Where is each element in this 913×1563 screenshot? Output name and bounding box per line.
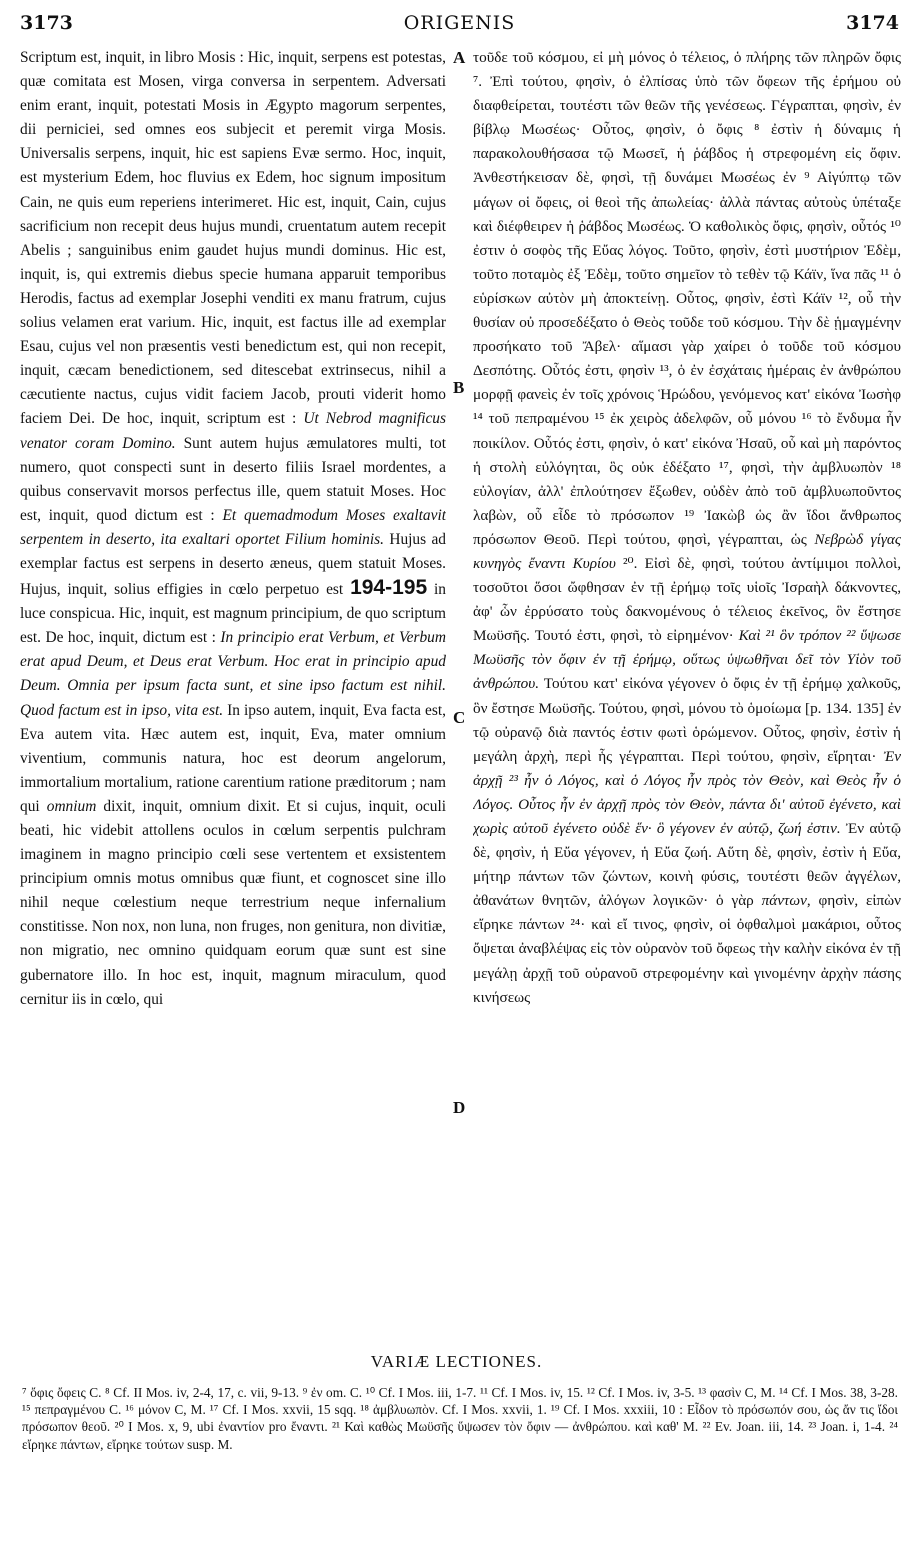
margin-letter-c: C <box>453 708 466 727</box>
variae-lectiones-title: VARIÆ LECTIONES. <box>370 1352 543 1371</box>
latin-quote: omnium <box>46 797 97 815</box>
latin-segment: dixit, inquit, omnium dixit. Et si cujus, inquit, oculi beati, hic videbit attollens oculos in cœlum serpentis pulchram imaginem in magno principio cœli sese vertentem et exsistentem principium omnis motus omnibus quæ fiunt, et cognoscet sine illo nihil neque cœlestium neque terrestrium neque infernalium constitisse. Non nox, non luna, non fruges, non genitura, non divitiæ, non migratio, nec omnino quidquam eorum quæ sunt est sine gubernatore illo. In hoc est, inquit, magnum miraculum, quod cernitur iis in cœlo, qui <box>20 797 446 1008</box>
page-number-left: 3173 <box>20 12 73 34</box>
latin-segment: Hujus ad exemplar factus est serpens in deserto æneus, quem statuit Moses. Hujus, inquit, solius effigies in cœlo perpetuo est <box>20 530 446 599</box>
running-header <box>20 12 899 38</box>
column-marker: 194-195 <box>350 576 428 600</box>
latin-quote: Et quemadmodum Moses exaltavit serpentem in deserto, ita exaltari oportet Filium hominis. <box>20 506 446 548</box>
greek-text <box>473 46 901 1010</box>
greek-quote: πάντων <box>761 892 807 910</box>
greek-segment: Τούτου κατ' εἰκόνα γέγονεν ὁ ὄφις ἐν τῇ ἐρήμῳ χαλκοῦς, ὃν ἔστησε Μωϋσῆς. Τούτου, φησὶ, μόνου τὸ ὁμοίωμα [p. 134. 135] ἐν τῷ οὐρανῷ διὰ παντός ἐστιν φωτὶ ὁρώμενον. Οὗτος, φησὶν, ἐστὶν ἡ μεγάλη ἀρχὴ, περὶ ἧς γέγραπται. Περὶ τούτου, φησὶν, εἴρηται· <box>473 675 901 765</box>
margin-letter-d: D <box>453 1098 466 1117</box>
latin-segment: Sunt autem hujus æmulatores multi, tot numero, quot conspecti sunt in deserto filiis Israel mordentes, a quibus conservavit morsos perfectus ille, quem statuit Moses. Hoc est, inquit, quod dictum est : <box>20 434 446 524</box>
latin-quote: Ut Nebrod magnificus venator coram Domino. <box>20 410 446 452</box>
greek-segment: Ἐν αὐτῷ δὲ, φησὶν, ἡ Εὔα γέγονεν, ἡ Εὔα ζωή. Αὕτη δὲ, φησὶν, ἐστὶν ἡ Εὔα, μήτηρ πάντων τῶν ζώντων, κοινὴ φύσις, τουτέστι θεῶν ἀγγέλων, ἀθανάτων θνητῶν, ἀλόγων λογικῶν· ὁ γὰρ <box>473 820 901 910</box>
latin-text <box>20 46 446 1012</box>
page-number-right: 3174 <box>846 12 899 34</box>
running-title: ORIGENIS <box>403 12 516 34</box>
greek-segment: , φησὶν, εἰπὼν εἴρηκε πάντων ²⁴· καὶ εἴ τινος, φησὶν, οἱ ὀφθαλμοὶ μακάριοι, οὗτος ὄψεται ἀναβλέψας εἰς τὸν οὐρανὸν τοῦ ὄφεως τὴν καλὴν εἰκόνα ἐν τῇ μεγάλῃ ἀρχῇ τοῦ οὐρανοῦ στρεφομένην καὶ γινομένην ἀρχὴν πάσης κινήσεως <box>473 892 901 1006</box>
greek-quote: Νεβρὼδ γίγας κυνηγὸς ἔναντι Κυρίου <box>473 530 901 572</box>
margin-letter-b: B <box>453 378 465 397</box>
greek-column <box>473 46 901 1342</box>
latin-quote: In principio erat Verbum, et Verbum erat apud Deum, et Deus erat Verbum. Hoc erat in principio apud Deum. Omnia per ipsum facta sunt, et sine ipso factum est nihil. Quod factum est in ipso, vita est. <box>20 629 446 719</box>
latin-segment: In ipso autem, inquit, Eva facta est, Eva autem vita. Hæc autem est, inquit, Eva, mater omnium viventium, communis natura, hoc est deorum angelorum, immortalium mortalium, ratione carentium ratione præditorum ; nam qui <box>20 701 446 815</box>
greek-quote: Ἐν ἀρχῇ ²³ ἦν ὁ Λόγος, καὶ ὁ Λόγος ἦν πρὸς τὸν Θεὸν, καὶ Θεὸς ἦν ὁ Λόγος. Οὗτος ἦν ἐν ἀρχῇ πρὸς τὸν Θεὸν, πάντα δι' αὐτοῦ ἐγένετο, καὶ χωρὶς αὐτοῦ ἐγένετο οὐδὲ ἕν· ὃ γέγονεν ἐν αὐτῷ, ζωή ἐστιν. <box>473 747 901 837</box>
latin-column <box>20 46 446 1342</box>
footnote-text: ⁷ ὄφις ὄφεις C. ⁸ Cf. II Mos. iv, 2-4, 17, c. vii, 9-13. ⁹ ἐν om. C. ¹⁰ Cf. I Mos. iii, 1-7. ¹¹ Cf. I Mos. iv, 15. ¹² Cf. I Mos. iv, 3-5. ¹³ φασὶν C, M. ¹⁴ Cf. I Mos. 38, 3-28. ¹⁵ πεπραγμένου C. ¹⁶ μόνον C, M. ¹⁷ Cf. I Mos. xxvii, 15 sqq. ¹⁸ ἀμβλυωπὸν. Cf. I Mos. xxvii, 1. ¹⁹ Cf. I Mos. xxxiii, 10 : Εἶδον τὸ πρόσωπόν σου, ὡς ἄν τις ἴδοι πρόσωπον θεοῦ. ²⁰ I Mos. x, 9, ubi ἐναντίον pro ἔναντι. ²¹ Καὶ καθὼς Μωϋσῆς ὕψωσεν τὸν ὄφιν — ἀνθρώπου. καὶ καθ' M. ²² Ev. Joan. iii, 14. ²³ Joan. i, 1-4. ²⁴ εἴρηκε πάντων, εἴρηκε τούτων susp. M. <box>22 1385 898 1452</box>
greek-segment: ²⁰. Εἰσὶ δὲ, φησὶ, τούτου ἀντίμιμοι πολλοὶ, τοσοῦτοι ὅσοι ὤφθησαν ἐν τῇ ἐρήμῳ τοῖς υἱοῖς Ἰσραὴλ δάκνοντες, ἀφ' ὧν ἐρρύσατο τοὺς δακνομένους ὁ τέλειος ἐκεῖνος, ὃν ἔστησε Μωϋσῆς. Τουτό ἐστι, φησὶ, τὸ εἰρημένον· <box>473 554 901 645</box>
latin-segment: Scriptum est, inquit, in libro Mosis : Hic, inquit, serpens est potestas, quæ comitata est Mosen, virga conversa in serpentem. Adversati enim erant, inquit, potestati Mosis in Ægypto magorum serpentes, dii perniciei, sed omnes eos subjecit et peremit virga Mosis. Universalis serpens, inquit, hic est sapiens Evæ sermo. Hoc, inquit, est mysterium Edem, hoc fluvius ex Edem, hoc signum impositum Cain, ne quis eum reperiens interimeret. Hic est, inquit, Cain, cujus sacrificium non recepit deus hujus mundi, cruentatum autem recepit Abelis ; sanguinibus enim gaudet hujus mundi dominus. Hic est, inquit, is, qui extremis diebus specie humana apparuit temporibus Herodis, factus ad exemplar Josephi venditi ex manu fratrum, cujus solius velamen erat varium. Hic, inquit, est factus ille ad exemplar Esau, cujus vel non præsentis vesti benedictum est, qui non recepit, inquit, cæcam benedictionem, sed ditescebat extrinsecus, nihil a cæcutiente nactus, cujus vidit faciem Jacob, prouti viderit homo faciem Dei. De hoc, inquit, scriptum est : <box>20 49 446 428</box>
footnotes <box>22 1384 898 1453</box>
margin-letter-a: A <box>453 48 466 67</box>
greek-segment: τοῦδε τοῦ κόσμου, εἰ μὴ μόνος ὁ τέλειος, ὁ πλήρης τῶν πληρῶν ὄφις ⁷. Ἐπὶ τούτου, φησὶν, ὁ ἐλπίσας ὑπὸ τῶν ὄφεων τῆς ἐρήμου οὐ διαφθείρεται, τουτέστι τῶν θεῶν τῆς γενέσεως. Γέγραπται, φησὶν, ἐν βίβλῳ Μωσέως· Οὗτος, φησὶν, ὁ ὄφις ⁸ ἐστὶν ἡ δύναμις ἡ παρακολουθήσασα τῷ Μωσεῖ, ἡ ῥάβδος ἡ στρεφομένη εἰς ὄφιν. Ἀνθεστήκεισαν δὲ, φησὶ, τῇ δυνάμει Μωσέως ἐν ⁹ Αἰγύπτῳ τῶν μάγων οἱ ὄφεις, οἱ θεοὶ τῆς ἀπωλείας· ἀλλὰ πάντας αὐτοὺς ὑπέταξε καὶ διέφθειρεν ἡ ῥάβδος Μωσέως. Ὁ καθολικὸς ὄφις, φησὶν, οὗτός ¹⁰ ἐστιν ὁ σοφὸς τῆς Εὔας λόγος. Τοῦτο, φησὶν, ἐστὶ μυστήριον Ἐδὲμ, τοῦτο ποταμὸς ἐξ Ἐδὲμ, τοῦτο σημεῖον τὸ τεθὲν τῷ Κάϊν, ἵνα πᾶς ¹¹ ὁ εὑρίσκων αὐτὸν μὴ ἀποκτείνῃ. Οὗτος, φησὶν, ἐστὶ Κάϊν ¹², οὗ τὴν θυσίαν οὐ προσεδέξατο ὁ Θεὸς τοῦδε τοῦ κόσμου. Τὴν δὲ ᾑμαγμένην προσήκατο τοῦ Ἄβελ· αἵμασι γὰρ χαίρει ὁ τοῦδε τοῦ κόσμου Δεσπότης. Οὗτός ἐστι, φησὶν ¹³, ὁ ἐν ἐσχάταις ἡμέραις ἐν ἀνθρώπου μορφῇ φανεὶς ἐν τοῖς χρόνοις Ἡρώδου, γενόμενος κατ' εἰκόνα Ἰωσὴφ ¹⁴ τοῦ πεπραμένου ¹⁵ ἐκ χειρὸς ἀδελφῶν, οὗ μόνου ¹⁶ τὸ ἔνδυμα ἦν ποικίλον. Οὗτός ἐστι, φησὶν, ὁ κατ' εἰκόνα Ἠσαῦ, οὗ καὶ μὴ παρόντος ἡ στολὴ εὐλόγηται, ὃς οὐκ ἐδέξατο ¹⁷, φησὶ, τὴν ἀμβλυωπὸν ¹⁸ εὐλογίαν, ἀλλ' ἐπλούτησεν ἔξωθεν, οὐδὲν ἀπὸ τοῦ ἀμβλυωποῦντος λαβὼν, οὗ εἶδε τὸ πρόσωπον ¹⁹ Ἰακὼβ ὡς ἂν ἴδοι ἄνθρωπος πρόσωπον Θεοῦ. Περὶ τούτου, φησὶ, γέγραπται, ὡς <box>473 49 901 548</box>
greek-quote: Καὶ ²¹ ὃν τρόπον ²² ὕψωσε Μωϋσῆς τὸν ὄφιν ἐν τῇ ἐρήμῳ, οὕτως ὑψωθῆναι δεῖ τὸν Υἱὸν τοῦ ἀνθρώπου. <box>473 627 901 693</box>
latin-segment: in luce conspicua. Hic, inquit, est magnum principium, de quo scriptum est. De hoc, inquit, dictum est : <box>20 581 446 647</box>
